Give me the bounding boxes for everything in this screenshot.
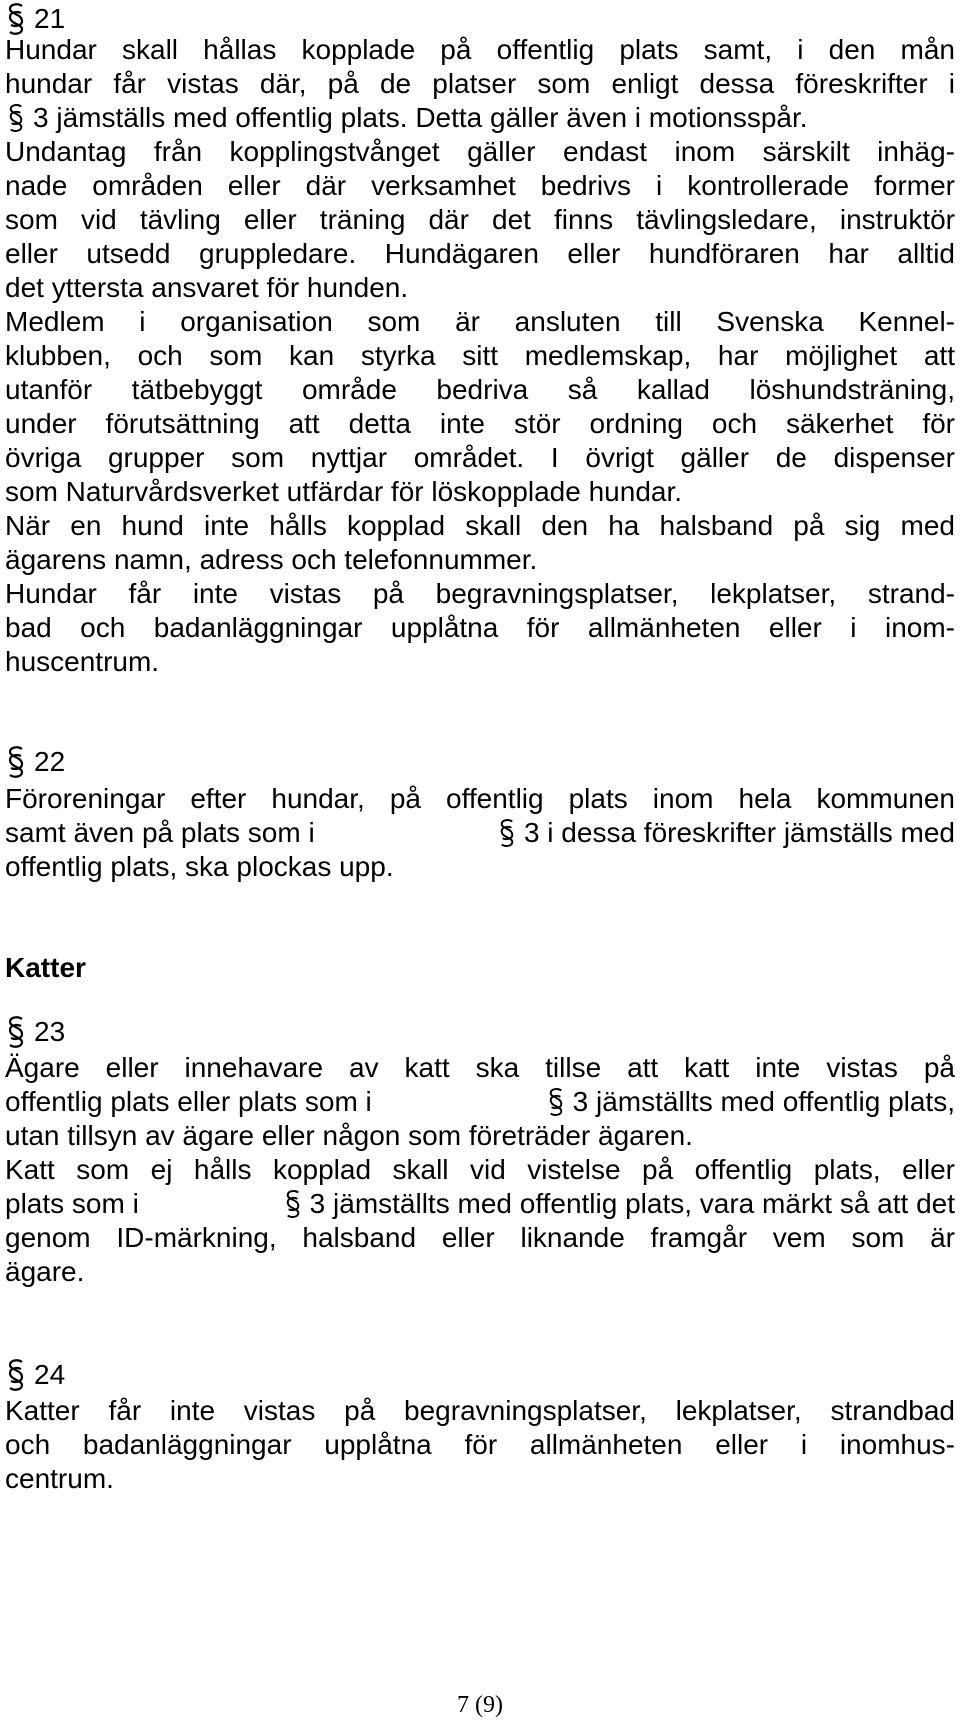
section-sign-icon: [545, 1087, 567, 1117]
text-fragment: offentlig plats eller plats som i: [5, 1086, 372, 1117]
text-line: Ägare eller innehavare av katt ska tillse att katt inte vistas på: [5, 1052, 955, 1083]
text-line: Undantag från kopplingstvånget gäller endast inom särskilt inhäg-: [5, 136, 955, 167]
text-line: utan tillsyn av ägare eller någon som företräder ägaren.: [5, 1120, 693, 1151]
text-line: utanför tätbebyggt område bedriva så kallad löshundsträning,: [5, 374, 955, 405]
text-fragment: 3 jämställts med offentlig plats, vara märkt så att det: [309, 1188, 955, 1219]
section-number: 22: [34, 746, 66, 777]
section-23-heading: [5, 1015, 65, 1049]
text-line: övriga grupper som nyttjar området. I övrigt gäller de dispenser: [5, 442, 955, 473]
text-line: nade områden eller där verksamhet bedrivs i kontrollerade former: [5, 170, 955, 201]
text-fragment: samt även på plats som i: [5, 817, 315, 848]
text-line: ägare.: [5, 1256, 85, 1287]
text-line: som Naturvårdsverket utfärdar för löskopplade hundar.: [5, 476, 683, 507]
page-number: 7 (9): [457, 1692, 503, 1718]
section-sign-icon: [5, 1015, 27, 1049]
text-fragment: 3 jämställts med offentlig plats,: [572, 1086, 955, 1117]
text-line: Hundar skall hållas kopplade på offentlig plats samt, i den mån: [5, 34, 955, 65]
text-line-with-section: [5, 101, 808, 135]
text-line: genom ID-märkning, halsband eller liknande framgår vem som är: [5, 1222, 955, 1253]
text-line: hundar får vistas där, på de platser som enligt dessa föreskrifter i: [5, 68, 955, 99]
text-line: Hundar får inte vistas på begravningsplatser, lekplatser, strand-: [5, 578, 955, 609]
text-line: under förutsättning att detta inte stör ordning och säkerhet för: [5, 408, 955, 439]
text-line: och badanläggningar upplåtna för allmänheten eller i inomhus-: [5, 1429, 955, 1460]
text-line: Katt som ej hålls kopplad skall vid vistelse på offentlig plats, eller: [5, 1154, 955, 1185]
text-line: eller utsedd gruppledare. Hundägaren eller hundföraren har alltid: [5, 238, 955, 269]
section-number: 24: [34, 1359, 66, 1390]
text-line: Katter får inte vistas på begravningsplatser, lekplatser, strandbad: [5, 1395, 955, 1426]
text-fragment: 3 i dessa föreskrifter jämställs med: [523, 817, 955, 848]
text-line: offentlig plats, ska plockas upp.: [5, 851, 394, 882]
text-line-with-section: [5, 1085, 955, 1119]
text-line-with-section: [5, 1187, 955, 1221]
text-line: centrum.: [5, 1463, 114, 1494]
section-sign-icon: [5, 1358, 27, 1392]
section-sign-icon: [5, 745, 27, 779]
text-line: ägarens namn, adress och telefonnummer.: [5, 544, 538, 575]
section-sign-icon: [5, 103, 27, 133]
section-24-heading: [5, 1358, 65, 1392]
section-sign-icon: [496, 818, 518, 848]
text-line: huscentrum.: [5, 646, 160, 677]
text-line: klubben, och som kan styrka sitt medlemskap, har möjlighet att: [5, 340, 955, 371]
text-line: Föroreningar efter hundar, på offentlig plats inom hela kommunen: [5, 783, 955, 814]
section-22-heading: [5, 745, 65, 779]
section-number: 23: [34, 1016, 66, 1047]
section-sign-icon: [5, 2, 27, 36]
section-21-heading: [5, 2, 65, 36]
section-heading-katter: Katter: [5, 952, 86, 983]
section-number: 21: [34, 3, 66, 34]
text-line: Medlem i organisation som är ansluten till Svenska Kennel-: [5, 306, 955, 337]
text-fragment: plats som i: [5, 1188, 139, 1219]
text-line: som vid tävling eller träning där det finns tävlingsledare, instruktör: [5, 204, 955, 235]
text-line-with-section: [5, 816, 955, 850]
text-line: bad och badanläggningar upplåtna för allmänheten eller i inom-: [5, 612, 955, 643]
text-line: När en hund inte hålls kopplad skall den ha halsband på sig med: [5, 510, 955, 541]
text-fragment: 3 jämställs med offentlig plats. Detta gäller även i motionsspår.: [33, 102, 808, 133]
section-sign-icon: [282, 1189, 304, 1219]
text-line: det yttersta ansvaret för hunden.: [5, 272, 409, 303]
